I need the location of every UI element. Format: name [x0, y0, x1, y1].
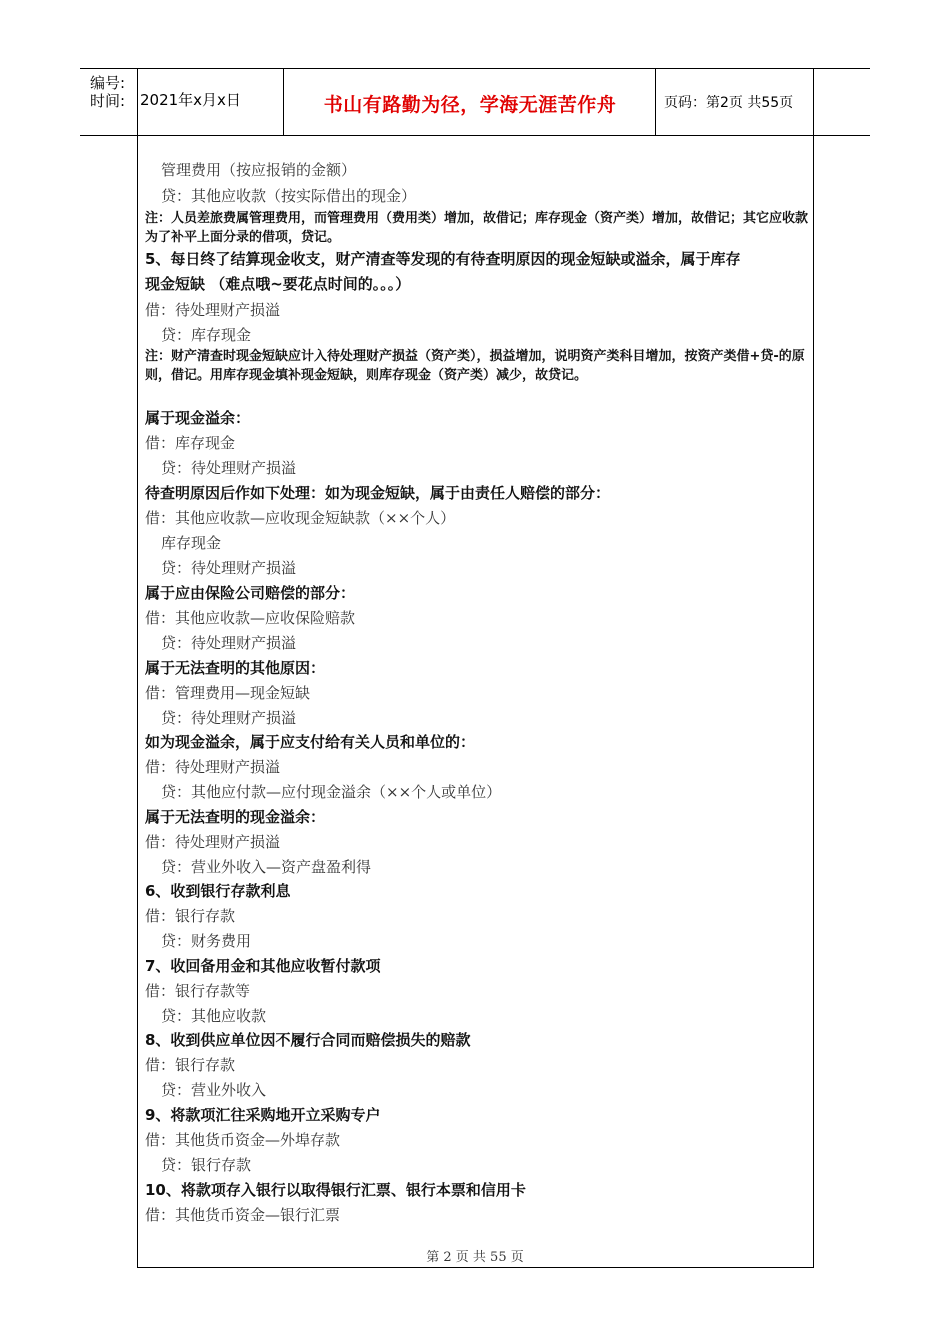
- sub-heading: 属于无法查明的其他原因：: [145, 659, 326, 677]
- entry-line: 贷：营业外收入—资产盘盈利得: [161, 858, 372, 876]
- time-label: 时间:: [90, 92, 126, 110]
- entry-line: 借：其他货币资金—银行汇票: [145, 1206, 341, 1224]
- entry-line: 借：其他应收款—应收现金短缺款（××个人）: [145, 509, 456, 527]
- entry-line: 库存现金: [161, 534, 222, 552]
- header-motto: 书山有路勤为径，学海无涯苦作舟: [323, 94, 617, 116]
- note-paragraph: 注：人员差旅费属管理费用，而管理费用（费用类）增加，故借记；库存现金（资产类）增加，故借记；其它应收款为了补平上面分录的借项，贷记。: [145, 211, 809, 245]
- entry-line: 借：银行存款等: [145, 982, 251, 1000]
- entry-line: 贷：待处理财产损溢: [161, 559, 297, 577]
- entry-line: 借：其他应收款—应收保险赔款: [145, 609, 356, 627]
- entry-line: 贷：待处理财产损溢: [161, 459, 297, 477]
- entry-line: 借：库存现金: [145, 434, 236, 452]
- content-left-border: [137, 136, 138, 1268]
- section-heading-5: 5、每日终了结算现金收支，财产清查等发现的有待查明原因的现金短缺或溢余，属于库存: [145, 250, 741, 268]
- page-footer: 第 2 页 共 55 页: [426, 1250, 524, 1265]
- entry-line: 贷：财务费用: [161, 932, 252, 950]
- header-date: 2021年x月x日: [140, 91, 241, 109]
- entry-line: 管理费用（按应报销的金额）: [161, 161, 357, 179]
- header-page-info: 页码：第2页 共55页: [664, 95, 794, 111]
- section-heading-5-cont: 现金短缺 （难点哦~要花点时间的。。。）: [145, 275, 411, 293]
- section-heading-10: 10、将款项存入银行以取得银行汇票、银行本票和信用卡: [145, 1181, 526, 1199]
- entry-line: 借：待处理财产损溢: [145, 833, 281, 851]
- section-heading-8: 8、收到供应单位因不履行合同而赔偿损失的赔款: [145, 1031, 471, 1049]
- entry-line: 借：银行存款: [145, 907, 236, 925]
- entry-line: 借：待处理财产损溢: [145, 301, 281, 319]
- sub-heading: 属于现金溢余：: [145, 409, 251, 427]
- content-bottom-border: [137, 1267, 814, 1268]
- sub-heading: 如为现金溢余，属于应支付给有关人员和单位的：: [145, 733, 476, 751]
- header-bottom-rule: [80, 135, 870, 136]
- header-top-rule: [80, 68, 870, 69]
- entry-line: 借：管理费用—现金短缺: [145, 684, 311, 702]
- note-paragraph: 注：财产清查时现金短缺应计入待处理财产损益（资产类），损益增加，说明资产类科目增加，按资产类借+贷-的原则，借记。用库存现金填补现金短缺，则库存现金（资产类）减少，故贷记。: [145, 349, 805, 383]
- sub-heading: 属于应由保险公司赔偿的部分：: [145, 584, 356, 602]
- entry-line: 贷：待处理财产损溢: [161, 709, 297, 727]
- entry-line: 贷：营业外收入: [161, 1081, 267, 1099]
- entry-line: 贷：其他应付款—应付现金溢余（××个人或单位）: [161, 783, 502, 801]
- header-divider-1: [137, 68, 138, 136]
- section-heading-6: 6、收到银行存款利息: [145, 882, 291, 900]
- entry-line: 借：其他货币资金—外埠存款: [145, 1131, 341, 1149]
- entry-line: 借：银行存款: [145, 1056, 236, 1074]
- entry-line: 贷：其他应收款: [161, 1007, 267, 1025]
- number-label: 编号:: [90, 74, 126, 92]
- entry-line: 借：待处理财产损溢: [145, 758, 281, 776]
- sub-heading: 待查明原因后作如下处理：如为现金短缺，属于由责任人赔偿的部分：: [145, 484, 611, 502]
- section-heading-9: 9、将款项汇往采购地开立采购专户: [145, 1106, 381, 1124]
- content-right-border: [813, 68, 814, 1268]
- entry-line: 贷：其他应收款（按实际借出的现金）: [161, 187, 417, 205]
- entry-line: 贷：库存现金: [161, 326, 252, 344]
- entry-line: 贷：银行存款: [161, 1156, 252, 1174]
- entry-line: 贷：待处理财产损溢: [161, 634, 297, 652]
- section-heading-7: 7、收回备用金和其他应收暂付款项: [145, 957, 381, 975]
- sub-heading: 属于无法查明的现金溢余：: [145, 808, 326, 826]
